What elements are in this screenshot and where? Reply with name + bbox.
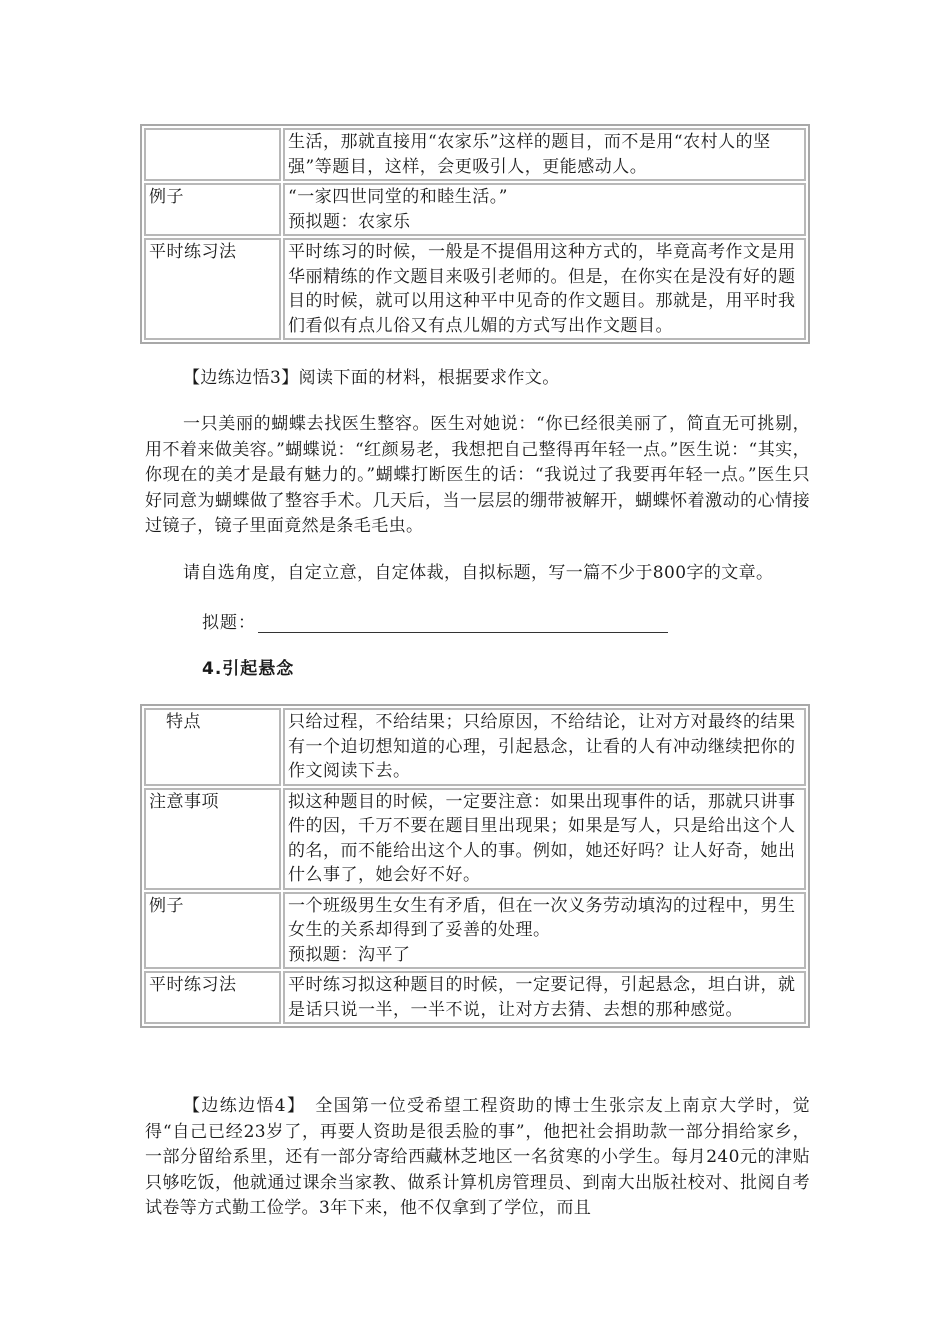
table-row <box>144 183 806 236</box>
row-content <box>283 971 806 1024</box>
row-label: 特点 <box>144 708 281 786</box>
cell-line: 预拟题：沟平了 <box>288 944 411 965</box>
exercise-3-story: 一只美丽的蝴蝶去找医生整容。医生对她说：“你已经很美丽了，简直无可挑剔，用不着来做美容。”蝴蝶说：“红颜易老，我想把自己整得再年轻一点。”医生说：“其实，你现在的美才是最有魅力的。”蝴蝶打断医生的话：“我说过了我要再年轻一点。”医生只好同意为蝴蝶做了整容手术。几天后，当一层层的绷带被解开，蝴蝶怀着激动的心情接过镜子，镜子里面竟然是条毛毛虫。 <box>145 414 810 536</box>
cell-line: 预拟题：农家乐 <box>288 211 411 232</box>
cell-line: 一个班级男生女生有矛盾，但在一次义务劳动填沟的过程中，男生女生的关系却得到了妥善的处理。 <box>288 895 796 940</box>
row-label: 例子 <box>144 892 281 970</box>
table-row <box>144 708 806 786</box>
table-row <box>144 238 806 340</box>
cell-line: 拟这种题目的时候，一定要注意：如果出现事件的话，那就只讲事件的因，千万不要在题目里出现果；如果是写人，只是给出这个人的名，而不能给出这个人的事。例如，她还好吗？让人好奇，她出什么事了，她会好不好。 <box>288 791 796 885</box>
row-content <box>283 238 806 340</box>
row-label: 平时练习法 <box>144 971 281 1024</box>
cell-line: “一家四世同堂的和睦生活。” <box>288 187 508 207</box>
row-label: 平时练习法 <box>144 238 281 340</box>
title-prompt <box>202 608 668 633</box>
row-content <box>283 788 806 890</box>
row-label <box>144 128 281 181</box>
row-content <box>283 183 806 236</box>
row-label: 例子 <box>144 183 281 236</box>
cell-line: 只给过程，不给结果；只给原因，不给结论，让对方对最终的结果有一个迫切想知道的心理，引起悬念，让看的人有冲动继续把你的作文阅读下去。 <box>288 712 796 781</box>
row-content <box>283 708 806 786</box>
title-method-table-1 <box>140 124 810 344</box>
cell-line: 平时练习的时候，一般是不提倡用这种方式的，毕竟高考作文是用华丽精练的作文题目来吸引老师的。但是，在你实在是没有好的题目的时候，就可以用这种平中见奇的作文题目。那就是，用平时我们看似有点儿俗又有点儿媚的方式写出作文题目。 <box>288 242 796 336</box>
exercise-3-requirement: 请自选角度，自定立意，自定体裁，自拟标题，写一篇不少于800字的文章。 <box>183 563 774 583</box>
title-prompt-label: 拟题： <box>202 613 256 633</box>
table-row <box>144 971 806 1024</box>
table-row <box>144 788 806 890</box>
title-blank-line[interactable] <box>258 616 668 633</box>
table-row <box>144 892 806 970</box>
exercise-4-text: 【边练边悟4】 全国第一位受希望工程资助的博士生张宗友上南京大学时，觉得“自己已经23岁了，再要人资助是很丢脸的事”，他把社会捐助款一部分捐给家乡，一部分留给系里，还有一部分寄给西藏林芝地区一名贫寒的小学生。每月240元的津贴只够吃饭，他就通过课余当家教、做系计算机房管理员、到南大出版社校对、批阅自考试卷等方式勤工俭学。3年下来，他不仅拿到了学位，而且 <box>145 1096 810 1218</box>
row-content <box>283 892 806 970</box>
cell-line: 生活，那就直接用“农家乐”这样的题目，而不是用“农村人的坚强”等题目，这样，会更吸引人，更能感动人。 <box>288 132 771 177</box>
row-label: 注意事项 <box>144 788 281 890</box>
exercise-3-intro: 【边练边悟3】阅读下面的材料，根据要求作文。 <box>183 368 560 388</box>
section-heading: 4.引起悬念 <box>202 659 295 679</box>
row-content <box>283 128 806 181</box>
cell-line: 平时练习拟这种题目的时候，一定要记得，引起悬念，坦白讲，就是话只说一半，一半不说，让对方去猜、去想的那种感觉。 <box>288 975 796 1020</box>
table-row <box>144 128 806 181</box>
title-method-table-2 <box>140 704 810 1028</box>
